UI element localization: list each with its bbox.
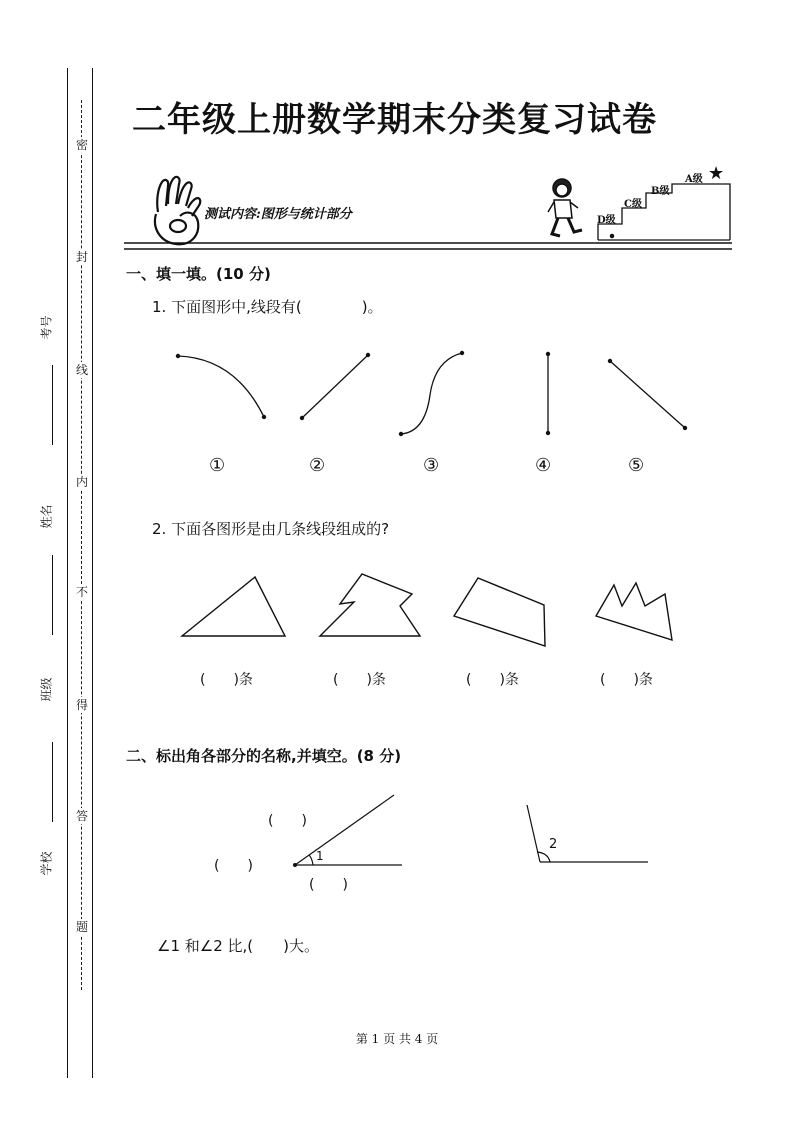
answer-blank-3[interactable]: ( )条 (466, 672, 519, 688)
level-a-label: A级 (685, 174, 703, 185)
answer-blank-1[interactable]: ( )条 (200, 672, 253, 688)
answer-blank-2[interactable]: ( )条 (333, 672, 386, 688)
figure-label: ② (309, 455, 326, 476)
test-content-label: 测试内容:图形与统计部分 (204, 207, 352, 222)
angle-1-label: 1 (316, 849, 324, 863)
angle-2-label: 2 (549, 837, 558, 852)
field-class: 班级 (39, 677, 54, 702)
seal-char: 线 (75, 363, 88, 377)
field-name: 姓名 (39, 504, 54, 529)
seal-char: 题 (75, 920, 88, 934)
seal-char: 内 (75, 475, 88, 489)
angle-blank-side-2[interactable]: ( ) (309, 877, 348, 893)
section-1-heading: 一、填一填。(10 分) (126, 265, 271, 283)
angle-2-side-left (527, 805, 540, 862)
field-exam-number: 考号 (39, 315, 54, 340)
seal-char: 得 (75, 698, 88, 712)
question-1-text: 1. 下面图形中,线段有( )。 (152, 298, 383, 316)
section-2-heading: 二、标出角各部分的名称,并填空。(8 分) (126, 747, 402, 765)
star-icon: ★ (708, 163, 725, 184)
level-c-label: C级 (624, 199, 642, 210)
page-title: 二年级上册数学期末分类复习试卷 (132, 100, 657, 140)
field-school: 学校 (39, 851, 54, 876)
angle-1-arc (309, 855, 313, 865)
question-2-text: 2. 下面各图形是由几条线段组成的? (152, 520, 390, 538)
figure-label: ⑤ (628, 455, 645, 476)
figure-label: ④ (535, 455, 552, 476)
answer-blank-4[interactable]: ( )条 (600, 672, 653, 688)
angle-blank-side[interactable]: ( ) (268, 813, 307, 829)
angle-blank-vertex[interactable]: ( ) (214, 858, 253, 874)
figure-label: ③ (423, 455, 440, 476)
seal-char: 答 (75, 809, 88, 823)
figure-label: ① (209, 455, 226, 476)
seal-char: 密 (75, 138, 88, 152)
angle-1-side-top (295, 795, 394, 865)
level-b-label: B级 (651, 186, 670, 197)
level-d-label: D级 (597, 215, 616, 226)
page-footer: 第 1 页 共 4 页 (355, 1032, 439, 1046)
angle-comparison-question: ∠1 和∠2 比,( )大。 (157, 937, 319, 955)
seal-char: 封 (75, 250, 88, 264)
seal-char: 不 (75, 585, 88, 599)
